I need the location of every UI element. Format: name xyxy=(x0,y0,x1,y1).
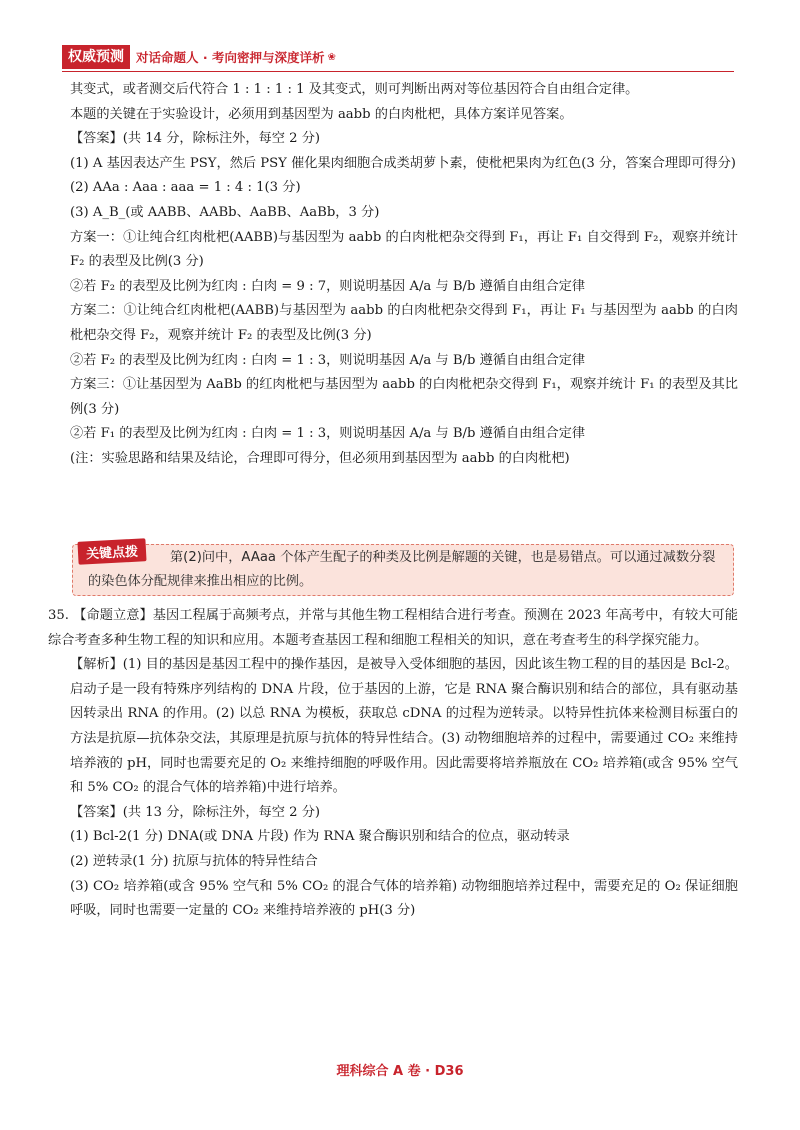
text-line: ②若 F₂ 的表型及比例为红肉 : 白肉 = 9 : 7，则说明基因 A/a 与 B/b 遵循自由组合定律 xyxy=(70,278,586,294)
text-line: ②若 F₁ 的表型及比例为红肉 : 白肉 = 1 : 3，则说明基因 A/a 与 B/b 遵循自由组合定律 xyxy=(70,426,586,442)
answer-heading: 【答案】(共 13 分，除标注外，每空 2 分) xyxy=(70,804,321,820)
text-line: (3) A_B_(或 AABB、AABb、AaBB、AaBb，3 分) xyxy=(70,204,380,220)
text-line: ②若 F₂ 的表型及比例为红肉 : 白肉 = 1 : 3，则说明基因 A/a 与 B/b 遵循自由组合定律 xyxy=(70,352,586,368)
flower-icon: ❀ xyxy=(327,51,336,63)
key-point-tag: 关键点拨 xyxy=(77,538,146,565)
header-divider xyxy=(62,71,734,72)
text-line: 方案三：①让基因型为 AaBb 的红肉枇杷与基因型为 aabb 的白肉枇杷杂交得到 F₁，观察并统计 F₁ 的表型及其比例(3 分) xyxy=(70,377,738,417)
text-line: 本题的关键在于实验设计，必须用到基因型为 aabb 的白肉枇杷，具体方案详见答案。 xyxy=(70,106,573,122)
answer-line: (3) CO₂ 培养箱(或含 95% 空气和 5% CO₂ 的混合气体的培养箱) 动物细胞培养过程中，需要充足的 O₂ 保证细胞呼吸，同时也需要一定量的 CO₂ 来维持培养液的 pH(3 分) xyxy=(70,878,738,919)
page-footer: 理科综合 A 卷 · D36 xyxy=(336,1064,464,1079)
answer-line: (2) 逆转录(1 分) 抗原与抗体的特异性结合 xyxy=(70,853,318,869)
question-analysis: 【解析】(1) 目的基因是基因工程中的操作基因，是被导入受体细胞的基因，因此该生物工程的目的基因是 Bcl-2。启动子是一段有特殊序列结构的 DNA 片段，位于基因的上游，它是 RNA 聚合酶识别和结合的部位，具有驱动基因转录出 RNA 的作用。(2) 以总 RNA 为模板，获取总 cDNA 的过程为逆转录。以特异性抗体来检测目标蛋白的方法是抗原—抗体杂交法，其原理是抗原与抗体的特异性结合。(3) 动物细胞培养的过程中，需要通过 CO₂ 来维持培养液的 pH，同时也需要充足的 O₂ 来维持细胞的呼吸作用。因此需要将培养瓶放在 CO₂ 培养箱(或含 95% 空气和 5% CO₂ 的混合气体的培养箱)中进行培养。 xyxy=(70,657,738,796)
key-point-text: 第(2)问中，AAaa 个体产生配子的种类及比例是解题的关键，也是易错点。可以通过减数分裂的染色体分配规律来推出相应的比例。 xyxy=(88,550,716,589)
question-35 xyxy=(48,604,738,924)
text-line: 其变式，或者测交后代符合 1 : 1 : 1 : 1 及其变式，则可判断出两对等位基因符合自由组合定律。 xyxy=(70,82,639,97)
text-line: (注：实验思路和结果及结论，合理即可得分，但必须用到基因型为 aabb 的白肉枇杷) xyxy=(70,450,570,466)
answer-block-34 xyxy=(70,78,738,472)
answer-heading: 【答案】(共 14 分，除标注外，每空 2 分) xyxy=(70,131,321,147)
key-point-box xyxy=(72,530,734,596)
text-line: (2) AAa : Aaa : aaa = 1 : 4 : 1(3 分) xyxy=(70,180,301,196)
answer-line: (1) Bcl-2(1 分) DNA(或 DNA 片段) 作为 RNA 聚合酶识别和结合的位点，驱动转录 xyxy=(70,829,570,845)
text-line: 方案二：①让纯合红肉枇杷(AABB)与基因型为 aabb 的白肉枇杷杂交得到 F₁，再让 F₁ 与基因型为 aabb 的白肉枇杷杂交得 F₂，观察并统计 F₂ 的表型及比例(3 分) xyxy=(70,303,738,343)
header-subtitle: 对话命题人 · 考向密押与深度详析 xyxy=(136,50,325,65)
text-line: (1) A 基因表达产生 PSY，然后 PSY 催化果肉细胞合成类胡萝卜素，使枇杷果肉为红色(3 分，答案合理即可得分) xyxy=(70,155,736,171)
header-badge: 权威预测 xyxy=(62,45,130,69)
text-line: 方案一：①让纯合红肉枇杷(AABB)与基因型为 aabb 的白肉枇杷杂交得到 F₁，再让 F₁ 自交得到 F₂，观察并统计 F₂ 的表型及比例(3 分) xyxy=(70,229,738,270)
question-intent: 35. 【命题立意】基因工程属于高频考点，并常与其他生物工程相结合进行考查。预测在 2023 年高考中，有较大可能综合考查多种生物工程的知识和应用。本题考查基因工程和细胞工程相关的知识，意在考查考生的科学探究能力。 xyxy=(48,608,738,648)
page-header xyxy=(62,44,382,70)
